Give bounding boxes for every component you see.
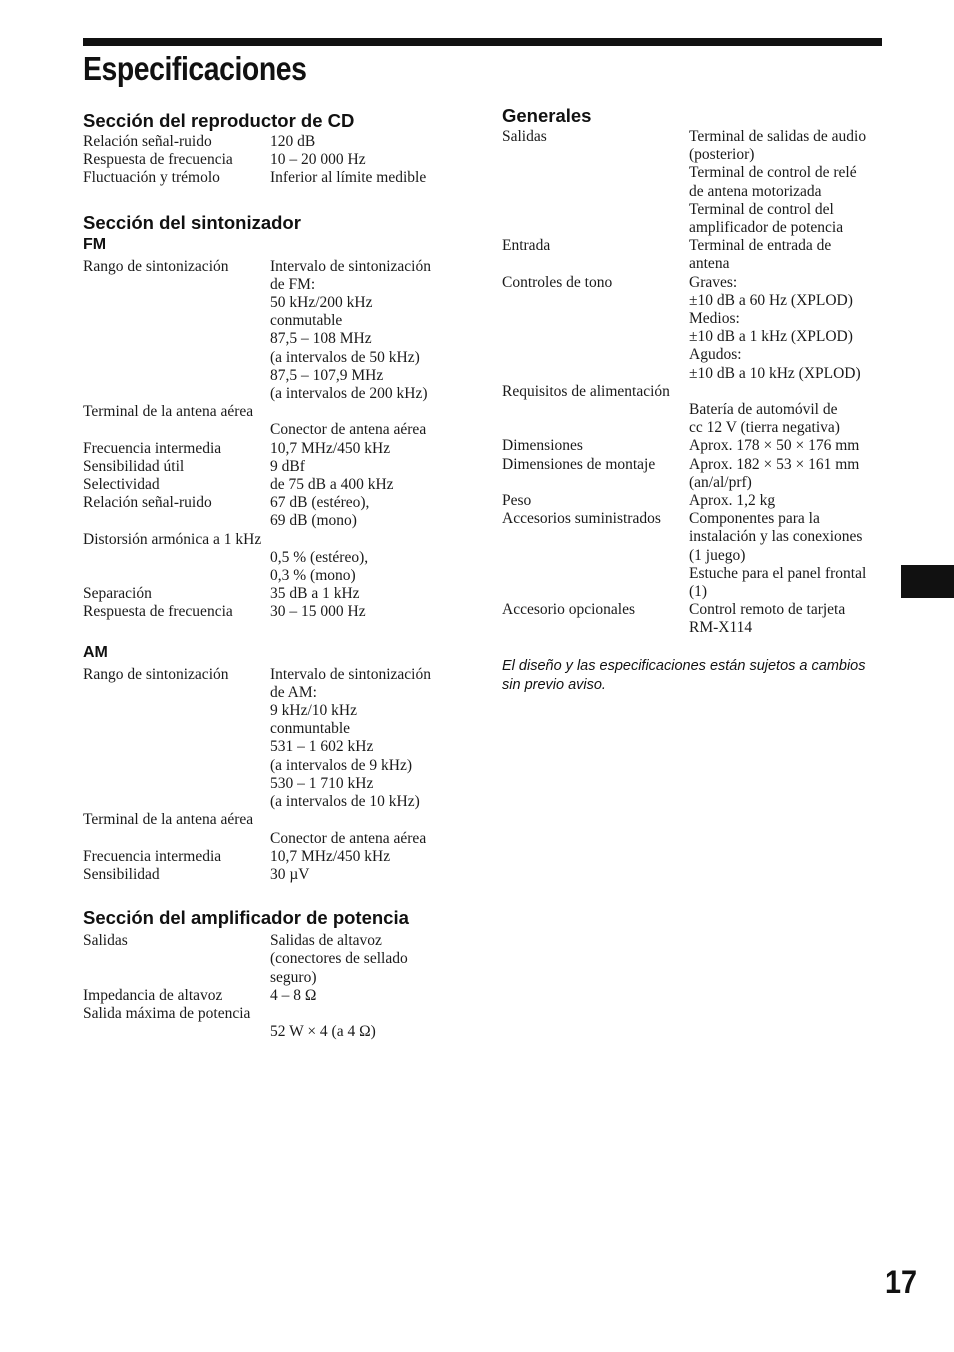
general-section-heading: Generales xyxy=(502,105,592,126)
spec-value: Control remoto de tarjeta RM-X114 xyxy=(689,601,846,637)
am-spec-list xyxy=(83,666,463,884)
spec-value: Salidas de altavoz (conectores de sellado seguro) xyxy=(270,932,408,986)
spec-value: Aprox. 178 × 50 × 176 mm xyxy=(689,437,860,455)
spec-label: Respuesta de frecuencia xyxy=(83,151,233,169)
spec-row xyxy=(83,531,463,586)
spec-label: Frecuencia intermedia xyxy=(83,847,222,865)
spec-label: Peso xyxy=(502,492,532,510)
spec-value: Intervalo de sintonización de FM: 50 kHz/200 kHz conmutable 87,5 – 108 MHz (a intervalos de 50 kHz) 87,5 – 107,9 MHz (a intervalos de 200 kHz) xyxy=(270,257,431,403)
spec-row xyxy=(502,437,887,455)
spec-value: Componentes para la instalación y las conexiones (1 juego) Estuche para el panel frontal (1) xyxy=(689,510,867,601)
spec-row xyxy=(83,987,463,1005)
spec-label: Salidas xyxy=(83,932,128,950)
spec-row xyxy=(502,510,887,601)
general-spec-list xyxy=(502,128,887,638)
spec-row xyxy=(83,866,463,884)
spec-label: Terminal de la antena aérea xyxy=(83,811,254,829)
spec-label: Relación señal-ruido xyxy=(83,133,212,150)
spec-row xyxy=(502,274,887,383)
spec-row xyxy=(502,237,887,273)
spec-value: Conector de antena aérea xyxy=(270,421,427,439)
spec-value: Inferior al límite medible xyxy=(270,169,427,187)
spec-row xyxy=(83,811,463,847)
page-number: 17 xyxy=(885,1264,918,1300)
spec-label: Sensibilidad xyxy=(83,865,160,883)
spec-row xyxy=(83,403,463,439)
spec-label: Rango de sintonización xyxy=(83,665,229,683)
fm-spec-list xyxy=(83,258,463,622)
spec-value: 67 dB (estéreo), 69 dB (mono) xyxy=(270,494,370,530)
fm-subheading: FM xyxy=(83,235,107,253)
spec-label: Dimensiones de montaje xyxy=(502,455,656,473)
spec-label: Frecuencia intermedia xyxy=(83,439,222,457)
spec-value: 9 dBf xyxy=(270,457,305,475)
spec-row xyxy=(83,494,463,530)
title-rule xyxy=(83,38,882,46)
cd-section-heading: Sección del reproductor de CD xyxy=(83,110,355,131)
spec-value: 10,7 MHz/450 kHz xyxy=(270,847,391,865)
spec-label: Separación xyxy=(83,585,152,603)
spec-label: Distorsión armónica a 1 kHz xyxy=(83,530,262,548)
spec-row xyxy=(502,128,887,237)
right-column xyxy=(502,104,887,638)
spec-row xyxy=(83,440,463,458)
spec-label: Sensibilidad útil xyxy=(83,457,185,475)
spec-value: 52 W × 4 (a 4 Ω) xyxy=(270,1023,376,1041)
spec-value: Aprox. 1,2 kg xyxy=(689,492,776,510)
spec-label: Requisitos de alimentación xyxy=(502,382,670,400)
spec-value: 120 dB xyxy=(270,133,316,150)
spec-row xyxy=(83,151,463,169)
spec-value: Aprox. 182 × 53 × 161 mm (an/al/prf) xyxy=(689,455,860,491)
spec-label: Accesorios suministrados xyxy=(502,510,661,528)
spec-value: 35 dB a 1 kHz xyxy=(270,585,360,603)
tuner-section-heading: Sección del sintonizador xyxy=(83,211,301,233)
spec-value: de 75 dB a 400 kHz xyxy=(270,476,394,494)
spec-label: Dimensiones xyxy=(502,437,583,455)
spec-row xyxy=(83,1005,463,1041)
spec-value: Intervalo de sintonización de AM: 9 kHz/10 kHz conmuntable 531 – 1 602 kHz (a intervalos de 9 kHz) 530 – 1 710 kHz (a intervalos de 10 kHz) xyxy=(270,665,431,811)
page-title: Especificaciones xyxy=(83,50,307,87)
spec-value: 10 – 20 000 Hz xyxy=(270,151,366,169)
spec-row xyxy=(83,848,463,866)
spec-label: Respuesta de frecuencia xyxy=(83,603,233,621)
spec-label: Relación señal-ruido xyxy=(83,494,212,512)
amp-section-heading: Sección del amplificador de potencia xyxy=(83,907,409,929)
disclaimer-note: El diseño y las especificaciones están sujetos a cambios sin previo aviso. xyxy=(502,658,866,693)
amp-spec-list xyxy=(83,932,463,1041)
left-column xyxy=(83,109,463,1041)
spec-label: Salidas xyxy=(502,128,547,145)
spec-value: Batería de automóvil de cc 12 V (tierra negativa) xyxy=(689,401,840,437)
spec-value: Terminal de entrada de antena xyxy=(689,237,832,273)
spec-row xyxy=(83,133,463,151)
spec-row xyxy=(83,603,463,621)
spec-value: 4 – 8 Ω xyxy=(270,986,317,1004)
section-tab-marker xyxy=(901,565,954,598)
spec-row xyxy=(83,476,463,494)
spec-row xyxy=(502,456,887,492)
spec-value: 0,5 % (estéreo), 0,3 % (mono) xyxy=(270,548,369,585)
spec-label: Rango de sintonización xyxy=(83,257,229,275)
spec-row xyxy=(83,258,463,404)
spec-label: Fluctuación y trémolo xyxy=(83,169,220,187)
spec-row xyxy=(83,169,463,187)
spec-value: Graves: ±10 dB a 60 Hz (XPLOD) Medios: ±10 dB a 1 kHz (XPLOD) Agudos: ±10 dB a 10 kHz (XPLOD) xyxy=(689,273,861,382)
cd-spec-list xyxy=(83,133,463,188)
spec-row xyxy=(502,492,887,510)
spec-row xyxy=(83,666,463,812)
spec-row xyxy=(502,601,887,637)
spec-label: Impedancia de altavoz xyxy=(83,986,223,1004)
am-subheading: AM xyxy=(83,643,108,661)
spec-row xyxy=(83,585,463,603)
spec-value: 30 – 15 000 Hz xyxy=(270,603,366,621)
spec-value: Terminal de salidas de audio (posterior) Terminal de control de relé de antena motorizada Terminal de control del amplificador de potencia xyxy=(689,128,867,237)
spec-label: Entrada xyxy=(502,237,551,255)
spec-row xyxy=(83,458,463,476)
spec-value: 10,7 MHz/450 kHz xyxy=(270,439,391,457)
spec-value: 30 µV xyxy=(270,865,310,883)
spec-label: Terminal de la antena aérea xyxy=(83,403,254,421)
spec-label: Controles de tono xyxy=(502,273,613,291)
spec-label: Salida máxima de potencia xyxy=(83,1004,251,1022)
spec-value: Conector de antena aérea xyxy=(270,829,427,847)
spec-label: Accesorio opcionales xyxy=(502,601,635,619)
spec-label: Selectividad xyxy=(83,476,160,494)
spec-row xyxy=(502,383,887,438)
spec-row xyxy=(83,932,463,987)
